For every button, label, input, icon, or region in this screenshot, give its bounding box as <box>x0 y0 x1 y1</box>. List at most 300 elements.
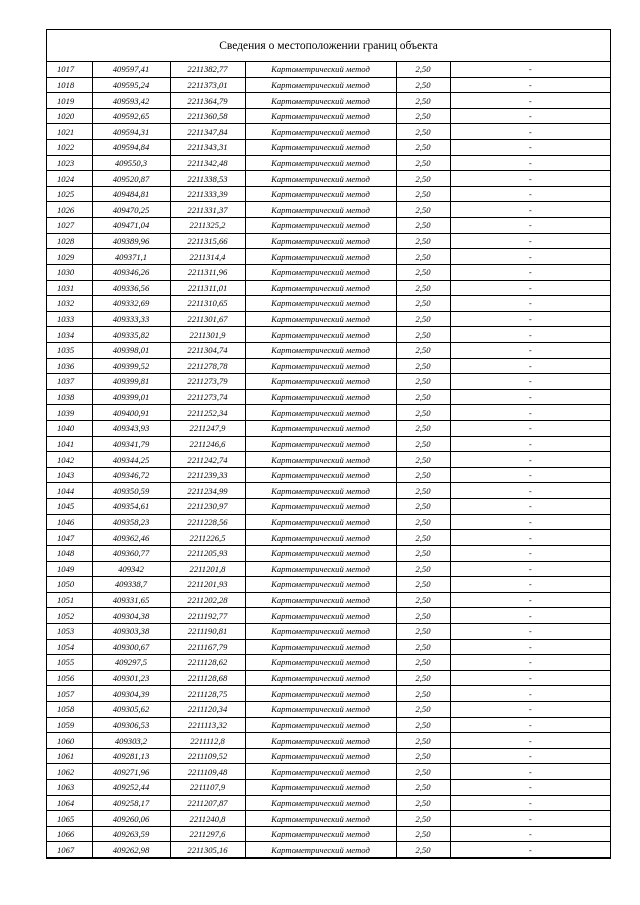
cell-accuracy: 2,50 <box>396 811 450 827</box>
cell-description: - <box>450 795 610 811</box>
cell-point-number: 1019 <box>47 93 92 109</box>
cell-accuracy: 2,50 <box>396 592 450 608</box>
cell-description: - <box>450 389 610 405</box>
cell-x-coordinate: 409350,59 <box>92 483 170 499</box>
cell-method: Картометрический метод <box>245 249 396 265</box>
cell-description: - <box>450 124 610 140</box>
cell-point-number: 1032 <box>47 296 92 312</box>
cell-x-coordinate: 409297,5 <box>92 655 170 671</box>
cell-accuracy: 2,50 <box>396 77 450 93</box>
cell-accuracy: 2,50 <box>396 296 450 312</box>
cell-point-number: 1051 <box>47 592 92 608</box>
table-row <box>47 280 610 296</box>
cell-point-number: 1067 <box>47 842 92 858</box>
cell-y-coordinate: 2211201,8 <box>170 561 245 577</box>
table-row <box>47 140 610 156</box>
cell-accuracy: 2,50 <box>396 577 450 593</box>
cell-x-coordinate: 409306,53 <box>92 717 170 733</box>
cell-description: - <box>450 530 610 546</box>
cell-method: Картометрический метод <box>245 186 396 202</box>
cell-x-coordinate: 409484,81 <box>92 186 170 202</box>
table-row <box>47 311 610 327</box>
cell-x-coordinate: 409300,67 <box>92 639 170 655</box>
cell-x-coordinate: 409343,93 <box>92 421 170 437</box>
cell-description: - <box>450 280 610 296</box>
cell-x-coordinate: 409252,44 <box>92 780 170 796</box>
cell-method: Картометрический метод <box>245 514 396 530</box>
cell-accuracy: 2,50 <box>396 733 450 749</box>
cell-method: Картометрический метод <box>245 62 396 77</box>
cell-method: Картометрический метод <box>245 93 396 109</box>
cell-y-coordinate: 2211278,78 <box>170 358 245 374</box>
cell-x-coordinate: 409593,42 <box>92 93 170 109</box>
cell-accuracy: 2,50 <box>396 561 450 577</box>
cell-accuracy: 2,50 <box>396 389 450 405</box>
cell-x-coordinate: 409301,23 <box>92 670 170 686</box>
cell-method: Картометрический метод <box>245 686 396 702</box>
cell-method: Картометрический метод <box>245 155 396 171</box>
cell-description: - <box>450 483 610 499</box>
cell-description: - <box>450 171 610 187</box>
cell-point-number: 1023 <box>47 155 92 171</box>
cell-description: - <box>450 701 610 717</box>
cell-accuracy: 2,50 <box>396 842 450 858</box>
boundary-table-sheet <box>46 29 611 859</box>
cell-accuracy: 2,50 <box>396 374 450 390</box>
cell-y-coordinate: 2211247,9 <box>170 421 245 437</box>
cell-method: Картометрический метод <box>245 436 396 452</box>
cell-description: - <box>450 733 610 749</box>
cell-method: Картометрический метод <box>245 452 396 468</box>
cell-y-coordinate: 2211228,56 <box>170 514 245 530</box>
cell-y-coordinate: 2211338,53 <box>170 171 245 187</box>
table-row <box>47 561 610 577</box>
cell-y-coordinate: 2211314,4 <box>170 249 245 265</box>
cell-x-coordinate: 409338,7 <box>92 577 170 593</box>
cell-description: - <box>450 93 610 109</box>
cell-x-coordinate: 409333,33 <box>92 311 170 327</box>
cell-method: Картометрический метод <box>245 311 396 327</box>
cell-description: - <box>450 155 610 171</box>
table-row <box>47 592 610 608</box>
table-row <box>47 577 610 593</box>
cell-y-coordinate: 2211360,58 <box>170 108 245 124</box>
cell-point-number: 1029 <box>47 249 92 265</box>
cell-description: - <box>450 452 610 468</box>
cell-description: - <box>450 264 610 280</box>
cell-point-number: 1048 <box>47 545 92 561</box>
cell-point-number: 1018 <box>47 77 92 93</box>
cell-x-coordinate: 409594,84 <box>92 140 170 156</box>
coordinates-table-body <box>47 62 610 858</box>
table-row <box>47 264 610 280</box>
cell-x-coordinate: 409360,77 <box>92 545 170 561</box>
cell-description: - <box>450 811 610 827</box>
cell-description: - <box>450 514 610 530</box>
cell-description: - <box>450 77 610 93</box>
cell-x-coordinate: 409260,06 <box>92 811 170 827</box>
cell-y-coordinate: 2211347,84 <box>170 124 245 140</box>
cell-accuracy: 2,50 <box>396 171 450 187</box>
cell-accuracy: 2,50 <box>396 140 450 156</box>
cell-y-coordinate: 2211109,52 <box>170 748 245 764</box>
table-row <box>47 342 610 358</box>
cell-y-coordinate: 2211202,28 <box>170 592 245 608</box>
cell-accuracy: 2,50 <box>396 530 450 546</box>
cell-description: - <box>450 358 610 374</box>
cell-method: Картометрический метод <box>245 389 396 405</box>
cell-x-coordinate: 409595,24 <box>92 77 170 93</box>
cell-description: - <box>450 686 610 702</box>
cell-description: - <box>450 499 610 515</box>
cell-point-number: 1035 <box>47 342 92 358</box>
cell-accuracy: 2,50 <box>396 764 450 780</box>
cell-point-number: 1045 <box>47 499 92 515</box>
cell-description: - <box>450 405 610 421</box>
table-row <box>47 748 610 764</box>
cell-point-number: 1025 <box>47 186 92 202</box>
cell-y-coordinate: 2211343,31 <box>170 140 245 156</box>
cell-method: Картометрический метод <box>245 171 396 187</box>
cell-method: Картометрический метод <box>245 608 396 624</box>
cell-accuracy: 2,50 <box>396 186 450 202</box>
table-row <box>47 452 610 468</box>
cell-y-coordinate: 2211333,39 <box>170 186 245 202</box>
cell-point-number: 1041 <box>47 436 92 452</box>
table-row <box>47 186 610 202</box>
cell-x-coordinate: 409263,59 <box>92 826 170 842</box>
cell-accuracy: 2,50 <box>396 436 450 452</box>
cell-description: - <box>450 233 610 249</box>
cell-description: - <box>450 249 610 265</box>
cell-x-coordinate: 409303,2 <box>92 733 170 749</box>
cell-description: - <box>450 467 610 483</box>
cell-y-coordinate: 2211315,66 <box>170 233 245 249</box>
cell-point-number: 1038 <box>47 389 92 405</box>
cell-y-coordinate: 2211207,87 <box>170 795 245 811</box>
table-row <box>47 701 610 717</box>
cell-point-number: 1052 <box>47 608 92 624</box>
cell-description: - <box>450 748 610 764</box>
cell-x-coordinate: 409342 <box>92 561 170 577</box>
cell-accuracy: 2,50 <box>396 358 450 374</box>
cell-x-coordinate: 409398,01 <box>92 342 170 358</box>
cell-x-coordinate: 409550,3 <box>92 155 170 171</box>
cell-point-number: 1039 <box>47 405 92 421</box>
table-row <box>47 421 610 437</box>
cell-y-coordinate: 2211364,79 <box>170 93 245 109</box>
cell-x-coordinate: 409594,31 <box>92 124 170 140</box>
cell-accuracy: 2,50 <box>396 748 450 764</box>
table-row <box>47 358 610 374</box>
cell-accuracy: 2,50 <box>396 280 450 296</box>
cell-description: - <box>450 577 610 593</box>
cell-x-coordinate: 409335,82 <box>92 327 170 343</box>
cell-x-coordinate: 409399,52 <box>92 358 170 374</box>
cell-method: Картометрический метод <box>245 124 396 140</box>
table-row <box>47 77 610 93</box>
cell-accuracy: 2,50 <box>396 202 450 218</box>
cell-method: Картометрический метод <box>245 108 396 124</box>
cell-accuracy: 2,50 <box>396 608 450 624</box>
cell-x-coordinate: 409346,72 <box>92 467 170 483</box>
table-row <box>47 108 610 124</box>
cell-description: - <box>450 421 610 437</box>
cell-method: Картометрический метод <box>245 296 396 312</box>
cell-point-number: 1064 <box>47 795 92 811</box>
cell-accuracy: 2,50 <box>396 233 450 249</box>
cell-accuracy: 2,50 <box>396 93 450 109</box>
cell-y-coordinate: 2211128,75 <box>170 686 245 702</box>
cell-x-coordinate: 409389,96 <box>92 233 170 249</box>
cell-description: - <box>450 623 610 639</box>
cell-method: Картометрический метод <box>245 140 396 156</box>
cell-y-coordinate: 2211301,9 <box>170 327 245 343</box>
table-row <box>47 436 610 452</box>
table-row <box>47 530 610 546</box>
cell-description: - <box>450 670 610 686</box>
table-row <box>47 93 610 109</box>
cell-point-number: 1031 <box>47 280 92 296</box>
cell-description: - <box>450 202 610 218</box>
cell-description: - <box>450 826 610 842</box>
cell-description: - <box>450 639 610 655</box>
cell-point-number: 1054 <box>47 639 92 655</box>
cell-y-coordinate: 2211373,01 <box>170 77 245 93</box>
table-row <box>47 218 610 234</box>
cell-point-number: 1026 <box>47 202 92 218</box>
cell-point-number: 1040 <box>47 421 92 437</box>
cell-description: - <box>450 327 610 343</box>
cell-accuracy: 2,50 <box>396 327 450 343</box>
cell-x-coordinate: 409304,38 <box>92 608 170 624</box>
cell-point-number: 1057 <box>47 686 92 702</box>
cell-accuracy: 2,50 <box>396 264 450 280</box>
cell-accuracy: 2,50 <box>396 655 450 671</box>
cell-y-coordinate: 2211167,79 <box>170 639 245 655</box>
cell-y-coordinate: 2211190,81 <box>170 623 245 639</box>
table-row <box>47 405 610 421</box>
cell-accuracy: 2,50 <box>396 483 450 499</box>
cell-description: - <box>450 311 610 327</box>
cell-point-number: 1056 <box>47 670 92 686</box>
cell-method: Картометрический метод <box>245 717 396 733</box>
cell-point-number: 1022 <box>47 140 92 156</box>
table-row <box>47 327 610 343</box>
cell-method: Картометрический метод <box>245 280 396 296</box>
cell-method: Картометрический метод <box>245 233 396 249</box>
cell-accuracy: 2,50 <box>396 780 450 796</box>
cell-method: Картометрический метод <box>245 561 396 577</box>
table-row <box>47 826 610 842</box>
cell-x-coordinate: 409399,01 <box>92 389 170 405</box>
cell-y-coordinate: 2211331,37 <box>170 202 245 218</box>
cell-y-coordinate: 2211226,5 <box>170 530 245 546</box>
cell-method: Картометрический метод <box>245 264 396 280</box>
cell-method: Картометрический метод <box>245 780 396 796</box>
cell-y-coordinate: 2211201,93 <box>170 577 245 593</box>
cell-y-coordinate: 2211240,8 <box>170 811 245 827</box>
table-row <box>47 623 610 639</box>
cell-description: - <box>450 561 610 577</box>
cell-point-number: 1017 <box>47 62 92 77</box>
table-row <box>47 202 610 218</box>
cell-y-coordinate: 2211113,32 <box>170 717 245 733</box>
cell-accuracy: 2,50 <box>396 311 450 327</box>
cell-description: - <box>450 655 610 671</box>
cell-description: - <box>450 342 610 358</box>
cell-point-number: 1065 <box>47 811 92 827</box>
cell-description: - <box>450 186 610 202</box>
coordinates-table <box>47 62 610 858</box>
table-row <box>47 639 610 655</box>
cell-accuracy: 2,50 <box>396 717 450 733</box>
cell-y-coordinate: 2211342,48 <box>170 155 245 171</box>
cell-y-coordinate: 2211310,65 <box>170 296 245 312</box>
cell-accuracy: 2,50 <box>396 62 450 77</box>
cell-accuracy: 2,50 <box>396 499 450 515</box>
cell-method: Картометрический метод <box>245 795 396 811</box>
cell-method: Картометрический метод <box>245 655 396 671</box>
cell-point-number: 1050 <box>47 577 92 593</box>
cell-y-coordinate: 2211109,48 <box>170 764 245 780</box>
cell-x-coordinate: 409305,62 <box>92 701 170 717</box>
table-row <box>47 842 610 858</box>
table-row <box>47 155 610 171</box>
cell-accuracy: 2,50 <box>396 545 450 561</box>
cell-description: - <box>450 108 610 124</box>
cell-x-coordinate: 409331,65 <box>92 592 170 608</box>
cell-description: - <box>450 780 610 796</box>
table-row <box>47 608 610 624</box>
table-row <box>47 733 610 749</box>
cell-description: - <box>450 140 610 156</box>
cell-method: Картометрический метод <box>245 358 396 374</box>
cell-method: Картометрический метод <box>245 623 396 639</box>
cell-method: Картометрический метод <box>245 77 396 93</box>
cell-x-coordinate: 409346,26 <box>92 264 170 280</box>
cell-y-coordinate: 2211273,74 <box>170 389 245 405</box>
cell-point-number: 1061 <box>47 748 92 764</box>
cell-x-coordinate: 409262,98 <box>92 842 170 858</box>
table-row <box>47 514 610 530</box>
cell-point-number: 1027 <box>47 218 92 234</box>
table-row <box>47 499 610 515</box>
cell-method: Картометрический метод <box>245 748 396 764</box>
cell-point-number: 1033 <box>47 311 92 327</box>
cell-method: Картометрический метод <box>245 639 396 655</box>
cell-point-number: 1042 <box>47 452 92 468</box>
cell-method: Картометрический метод <box>245 545 396 561</box>
cell-method: Картометрический метод <box>245 530 396 546</box>
table-row <box>47 811 610 827</box>
cell-y-coordinate: 2211128,68 <box>170 670 245 686</box>
cell-description: - <box>450 592 610 608</box>
cell-point-number: 1053 <box>47 623 92 639</box>
table-row <box>47 655 610 671</box>
cell-point-number: 1063 <box>47 780 92 796</box>
table-row <box>47 171 610 187</box>
table-row <box>47 233 610 249</box>
cell-y-coordinate: 2211107,9 <box>170 780 245 796</box>
cell-method: Картометрический метод <box>245 467 396 483</box>
table-row <box>47 545 610 561</box>
table-row <box>47 249 610 265</box>
cell-y-coordinate: 2211311,96 <box>170 264 245 280</box>
cell-point-number: 1024 <box>47 171 92 187</box>
cell-accuracy: 2,50 <box>396 218 450 234</box>
cell-description: - <box>450 436 610 452</box>
table-row <box>47 467 610 483</box>
cell-y-coordinate: 2211230,97 <box>170 499 245 515</box>
cell-x-coordinate: 409341,79 <box>92 436 170 452</box>
table-row <box>47 717 610 733</box>
cell-description: - <box>450 717 610 733</box>
cell-method: Картометрический метод <box>245 202 396 218</box>
cell-method: Картометрический метод <box>245 483 396 499</box>
cell-accuracy: 2,50 <box>396 826 450 842</box>
cell-point-number: 1037 <box>47 374 92 390</box>
cell-point-number: 1060 <box>47 733 92 749</box>
cell-x-coordinate: 409271,96 <box>92 764 170 780</box>
cell-description: - <box>450 545 610 561</box>
cell-point-number: 1030 <box>47 264 92 280</box>
cell-accuracy: 2,50 <box>396 795 450 811</box>
cell-method: Картометрический метод <box>245 577 396 593</box>
cell-accuracy: 2,50 <box>396 452 450 468</box>
table-row <box>47 670 610 686</box>
cell-method: Картометрический метод <box>245 811 396 827</box>
cell-y-coordinate: 2211239,33 <box>170 467 245 483</box>
cell-y-coordinate: 2211246,6 <box>170 436 245 452</box>
cell-method: Картометрический метод <box>245 374 396 390</box>
cell-method: Картометрический метод <box>245 342 396 358</box>
cell-x-coordinate: 409258,17 <box>92 795 170 811</box>
cell-x-coordinate: 409371,1 <box>92 249 170 265</box>
cell-y-coordinate: 2211128,62 <box>170 655 245 671</box>
cell-method: Картометрический метод <box>245 764 396 780</box>
cell-x-coordinate: 409362,46 <box>92 530 170 546</box>
cell-y-coordinate: 2211192,77 <box>170 608 245 624</box>
cell-y-coordinate: 2211120,34 <box>170 701 245 717</box>
cell-point-number: 1028 <box>47 233 92 249</box>
cell-point-number: 1049 <box>47 561 92 577</box>
table-row <box>47 296 610 312</box>
cell-accuracy: 2,50 <box>396 249 450 265</box>
cell-point-number: 1059 <box>47 717 92 733</box>
cell-description: - <box>450 608 610 624</box>
cell-y-coordinate: 2211112,8 <box>170 733 245 749</box>
cell-point-number: 1020 <box>47 108 92 124</box>
cell-y-coordinate: 2211297,6 <box>170 826 245 842</box>
cell-point-number: 1058 <box>47 701 92 717</box>
cell-y-coordinate: 2211305,16 <box>170 842 245 858</box>
cell-point-number: 1021 <box>47 124 92 140</box>
cell-y-coordinate: 2211234,99 <box>170 483 245 499</box>
cell-x-coordinate: 409400,91 <box>92 405 170 421</box>
cell-x-coordinate: 409354,61 <box>92 499 170 515</box>
cell-method: Картометрический метод <box>245 842 396 858</box>
cell-method: Картометрический метод <box>245 670 396 686</box>
cell-y-coordinate: 2211242,74 <box>170 452 245 468</box>
cell-y-coordinate: 2211382,77 <box>170 62 245 77</box>
cell-description: - <box>450 374 610 390</box>
table-row <box>47 389 610 405</box>
table-row <box>47 124 610 140</box>
cell-x-coordinate: 409592,65 <box>92 108 170 124</box>
cell-x-coordinate: 409303,38 <box>92 623 170 639</box>
cell-method: Картометрический метод <box>245 421 396 437</box>
